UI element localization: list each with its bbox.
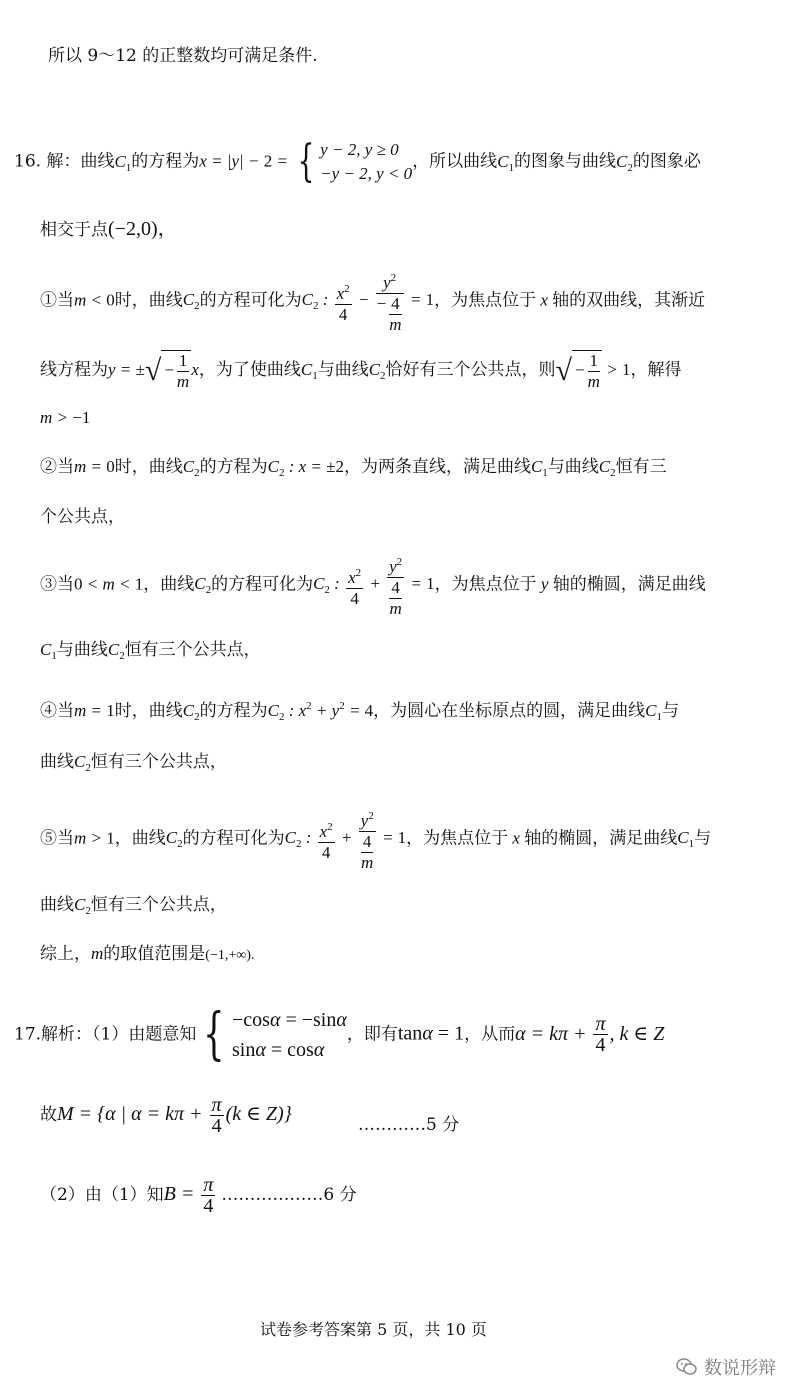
case-2-line-1	[40, 455, 667, 485]
footer-text: 试卷参考答案第 5 页，共 10 页	[260, 1320, 487, 1339]
math-x: x	[536, 290, 553, 310]
q17-number: 17.	[14, 1024, 42, 1045]
math-c2: $C_2$	[74, 752, 91, 774]
case-1-line-1	[40, 268, 705, 335]
math-c2: $C_2$	[165, 828, 183, 851]
text: 的方程可化为	[199, 290, 302, 311]
text: 的方程为	[199, 457, 268, 477]
text: 与	[662, 701, 680, 721]
text: ③当	[40, 574, 74, 595]
text: 恰好有三个公共点，则	[385, 359, 556, 380]
text: ，曲线	[143, 574, 195, 595]
math-c2: $C_2$	[182, 290, 200, 313]
math-c2: $C_2$	[368, 359, 386, 382]
text: 解：曲线	[46, 151, 115, 172]
text: 的方程可化为	[182, 828, 285, 849]
q16-number: 16.	[14, 151, 42, 172]
text: ④当	[40, 701, 74, 721]
math-c2: $C_2$	[182, 457, 200, 479]
text: 与曲线	[56, 640, 108, 660]
math-condition: √ − $\frac{1}{m}$ > 1	[555, 351, 631, 391]
q17-line-3	[40, 1175, 357, 1216]
text: ，为圆心在坐标原点的圆，满足曲线	[373, 701, 646, 721]
text: 时，曲线	[114, 701, 183, 721]
text: ，为两条直线，满足曲线	[343, 457, 531, 477]
math-c1: $C_1$	[40, 640, 57, 662]
text: ②当	[40, 457, 74, 477]
math-m-eq-1: m = 1	[74, 701, 115, 720]
math-c1: $C_1$	[645, 701, 663, 723]
q17-line-1	[14, 1002, 665, 1067]
math-point: (−2,0)，	[108, 218, 178, 240]
math-circle: $C_2$ : $x^2 + y^2 = 4$	[267, 700, 374, 723]
watermark	[676, 1352, 776, 1382]
text: ，所以曲线	[412, 151, 498, 172]
text: ，为了使曲线	[198, 359, 301, 380]
math-c2: $C_2$	[107, 640, 125, 662]
text: ，为焦点位于	[434, 574, 537, 595]
text: 的取值范围是	[103, 944, 206, 964]
case-1-result: m > −1	[40, 408, 91, 427]
text: 的方程为	[131, 151, 200, 172]
text: 恒有三个公共点，	[124, 640, 261, 660]
math-interval: (−1,+∞).	[205, 948, 255, 963]
math-c2: $C_2$	[598, 457, 616, 479]
math-cases-2: { −cosα = −sinα sinα = cosα	[203, 1002, 347, 1067]
case-5-line-1	[40, 806, 711, 873]
text: ①当	[40, 290, 74, 311]
math-ellipse-x: $C_2$ : $\frac{x^2}{4}$ + $\frac{y^2}{\frac{4}{m}}$ = 1	[285, 828, 407, 847]
text: 的图象与曲线	[514, 151, 617, 172]
text: 与	[694, 828, 712, 849]
text: 时，曲线	[114, 290, 183, 311]
math-set-m: M = {α | α = kπ + $\frac{\pi}{4}$ (k ∈ Z)}	[57, 1094, 292, 1137]
score-text: …………5 分	[358, 1115, 460, 1135]
text: 解析：（1）由题意知	[41, 1024, 197, 1045]
math-x: x	[508, 828, 525, 848]
watermark-text: 数说形辩	[704, 1358, 776, 1379]
case-4-line-2	[40, 750, 227, 780]
math-alpha-sol: α = kπ + $\frac{\pi}{4}$ , k ∈ Z	[515, 1013, 665, 1057]
text: ，为焦点位于	[434, 290, 537, 311]
math-lines: $C_2$ : x = ±2	[267, 457, 344, 479]
text: 线方程为	[40, 359, 108, 380]
page-footer	[260, 1318, 487, 1342]
math-0-lt-m-lt-1: 0 < m < 1	[74, 574, 144, 594]
case-3-line-1	[40, 552, 706, 619]
text: 的图象必	[632, 151, 701, 172]
text: 恒有三个公共点，	[90, 752, 227, 772]
case-3-line-2	[40, 638, 261, 668]
text: 与曲线	[317, 359, 369, 380]
math-eq-abs: x = |y| − 2 =	[199, 151, 293, 171]
math-c1: $C_1$	[530, 457, 548, 479]
case-5-line-2	[40, 893, 227, 923]
math-c1: $C_1$	[114, 151, 132, 174]
math-cases-1: { y − 2, y ≥ 0 −y − 2, y < 0	[297, 136, 413, 187]
math-c2: $C_2$	[616, 151, 633, 174]
math-c1: $C_1$	[300, 359, 318, 382]
math-hyperbola: $C_2$ : $\frac{x^2}{4}$ − $y^2$ − $\frac{4}{m}$ = 1	[302, 290, 435, 309]
text: ，为焦点位于	[406, 828, 509, 849]
math-c2: $C_2$	[182, 701, 200, 723]
text: 时，曲线	[114, 457, 183, 477]
text: （2）由（1）知	[40, 1185, 164, 1206]
text: ，从而	[464, 1024, 516, 1045]
q17-line-2	[40, 1095, 292, 1136]
math-c2: $C_2$	[194, 574, 212, 597]
case-2-line-2	[40, 505, 125, 529]
math-b: B = $\frac{\pi}{4}$	[163, 1174, 214, 1217]
top-conclusion-text: 所以 9～12 的正整数均可满足条件.	[48, 46, 318, 66]
math-c1: $C_1$	[677, 828, 695, 851]
q16-summary	[40, 942, 254, 968]
q16-line-1	[14, 138, 701, 186]
text: 的方程为	[199, 701, 268, 721]
math-ellipse-y: $C_2$ : $\frac{x^2}{4}$ + $\frac{y^2}{\frac{4}{m}}$ = 1	[313, 574, 435, 593]
math-m: m	[91, 944, 104, 963]
text: 与曲线	[547, 457, 599, 477]
text: ，曲线	[114, 828, 166, 849]
text: ，即有	[346, 1024, 398, 1045]
math-m-eq-0: m = 0	[74, 457, 115, 476]
score-text: ………………6 分	[221, 1185, 357, 1206]
text: 曲线	[40, 752, 74, 772]
text: 故	[40, 1105, 57, 1126]
text: 相交于点	[40, 220, 108, 240]
math-m-gt-1: m > 1	[74, 828, 115, 848]
q16-line-2	[40, 217, 178, 242]
text: 曲线	[40, 895, 74, 915]
text: 综上，	[40, 944, 91, 964]
text: 轴的双曲线，其渐近	[552, 290, 706, 311]
text: 轴的椭圆，满足曲线	[524, 828, 678, 849]
text: 的方程可化为	[211, 574, 314, 595]
math-c1: $C_1$	[497, 151, 515, 174]
text: 恒有三个公共点，	[90, 895, 227, 915]
math-asymptote: y = ±√ − $\frac{1}{m}$ x	[108, 351, 199, 391]
text: 轴的椭圆，满足曲线	[552, 574, 706, 595]
text: 恒有三	[615, 457, 667, 477]
wechat-icon	[676, 1358, 698, 1376]
top-conclusion	[48, 44, 318, 68]
math-y: y	[536, 574, 553, 594]
text: ⑤当	[40, 828, 74, 849]
math-tan: tanα = 1	[397, 1022, 465, 1045]
text: 个公共点，	[40, 507, 125, 527]
math-c2: $C_2$	[74, 895, 91, 917]
text: ，解得	[630, 359, 682, 380]
case-1-line-2	[40, 350, 681, 392]
q17-score-1	[358, 1113, 459, 1137]
case-4-line-1	[40, 694, 679, 729]
math-m-lt-0: m < 0	[74, 290, 115, 310]
